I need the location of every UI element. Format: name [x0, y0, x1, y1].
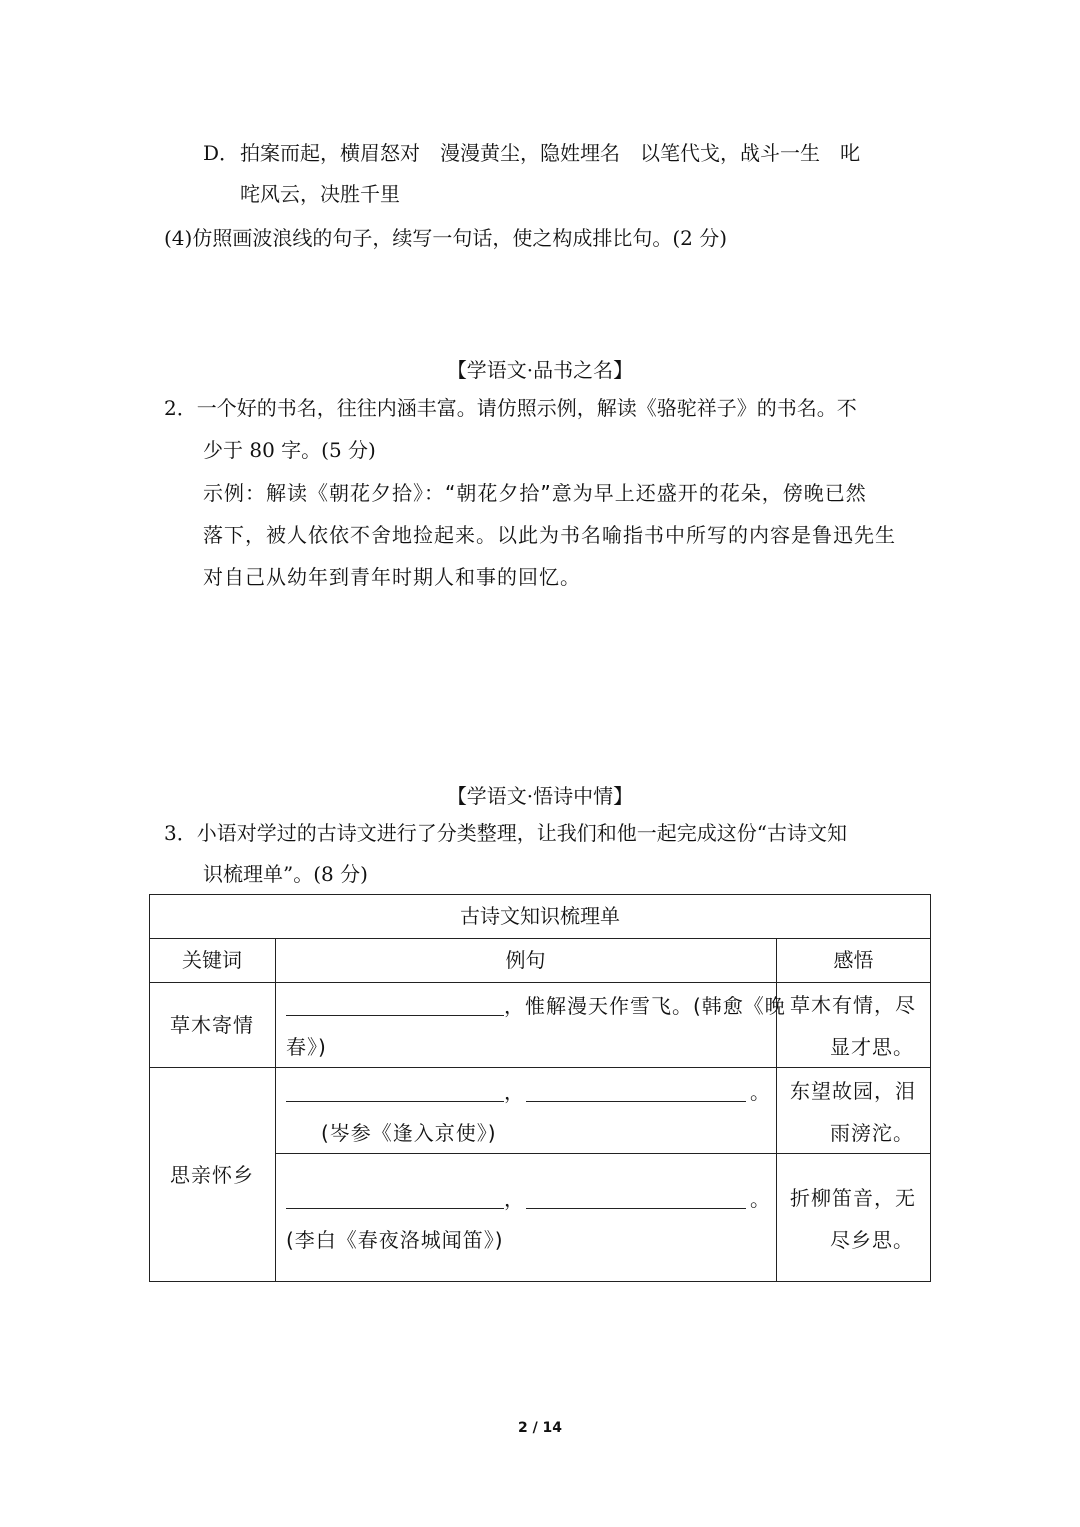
example-line3: 对自己从幼年到青年时期人和事的回忆。 — [203, 565, 581, 589]
fill-blank[interactable] — [286, 995, 504, 1016]
row2-blanks: ， 。 — [286, 1081, 770, 1102]
row1-insight-line1: 草木有情，尽 — [790, 993, 916, 1017]
row3-source: (李白《春夜洛城闻笛》) — [286, 1228, 504, 1252]
row1-example-line2: 春》) — [286, 1035, 327, 1059]
fill-blank[interactable] — [526, 1188, 746, 1209]
group2-keyword: 思亲怀乡 — [170, 1163, 254, 1187]
header-keyword: 关键词 — [182, 948, 242, 972]
fill-blank[interactable] — [286, 1188, 504, 1209]
question-2-line1: 2．一个好的书名，往往内涵丰富。请仿照示例，解读《骆驼祥子》的书名。不 — [164, 396, 857, 420]
fill-blank[interactable] — [526, 1081, 746, 1102]
fill-blank[interactable] — [286, 1081, 504, 1102]
option-d-text-line1: 拍案而起，横眉怒对 漫漫黄尘，隐姓埋名 以笔代戈，战斗一生 叱 — [240, 141, 860, 165]
row1-example-line1: ，惟解漫天作雪飞。(韩愈《晚 — [286, 995, 786, 1016]
header-example: 例句 — [505, 948, 546, 972]
example-line2: 落下，被人依依不舍地捡起来。以此为书名喻指书中所写的内容是鲁迅先生 — [203, 523, 896, 547]
page-number: 2 / 14 — [517, 1420, 563, 1436]
row2-insight-line1: 东望故园，泪 — [790, 1079, 916, 1103]
option-d-text-line2: 咤风云，决胜千里 — [240, 182, 400, 206]
row2-source: (岑参《逢入京使》) — [321, 1121, 497, 1145]
row3-insight-line2: 尽乡思。 — [830, 1228, 914, 1252]
question-3-line2: 识梳理单”。(8 分) — [203, 862, 368, 886]
header-insight: 感悟 — [833, 948, 874, 972]
question-3-line1: 3．小语对学过的古诗文进行了分类整理，让我们和他一起完成这份“古诗文知 — [164, 821, 847, 845]
question-4: (4)仿照画波浪线的句子，续写一句话，使之构成排比句。(2 分) — [164, 226, 728, 250]
example-line1: 示例：解读《朝花夕拾》：“朝花夕拾”意为早上还盛开的花朵，傍晚已然 — [203, 481, 867, 505]
section-3-heading: 【学语文·悟诗中情】 — [446, 784, 634, 808]
row1-keyword: 草木寄情 — [170, 1013, 254, 1037]
row3-blanks: ， 。 — [286, 1188, 770, 1209]
table-title: 古诗文知识梳理单 — [460, 904, 620, 928]
knowledge-table — [149, 894, 931, 1282]
option-d-label: D． — [203, 141, 240, 165]
row3-insight-line1: 折柳笛音，无 — [790, 1186, 916, 1210]
row2-insight-line2: 雨滂沱。 — [830, 1121, 914, 1145]
row1-insight-line2: 显才思。 — [830, 1035, 914, 1059]
section-2-heading: 【学语文·品书之名】 — [446, 358, 634, 382]
question-2-line2: 少于 80 字。(5 分) — [203, 438, 376, 462]
